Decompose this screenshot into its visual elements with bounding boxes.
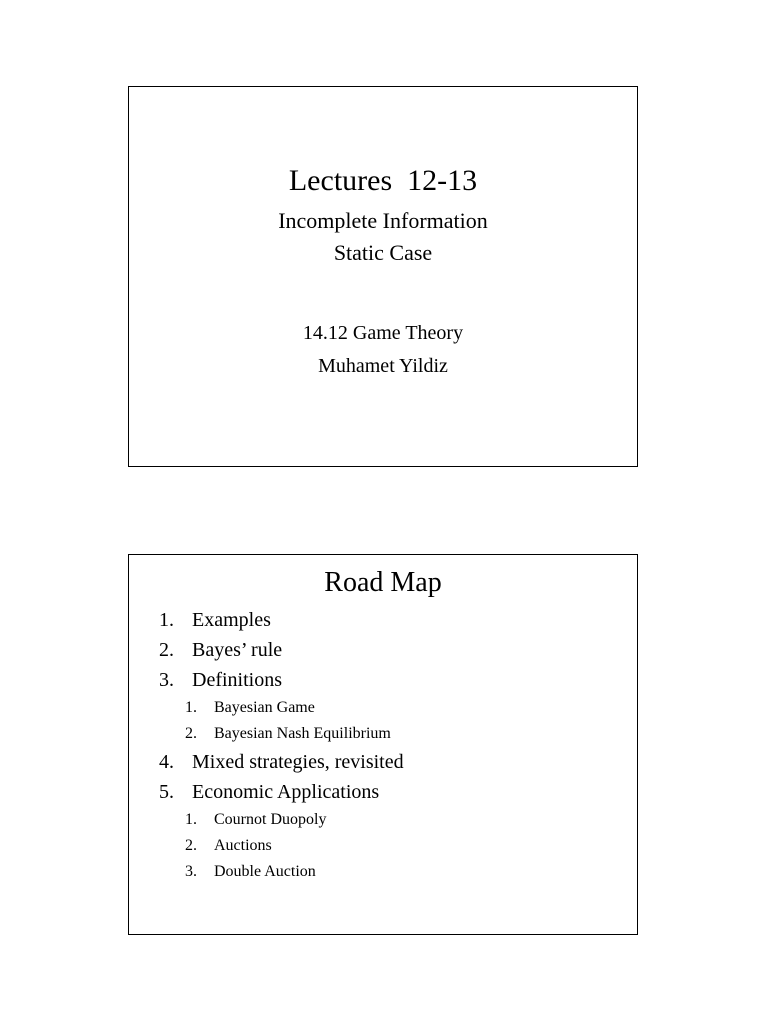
road-map-slide — [128, 554, 638, 935]
sub-list-item — [129, 721, 637, 747]
item-text: Economic Applications — [192, 781, 380, 803]
sub-list-item — [129, 859, 637, 885]
sub-item-text: Cournot Duopoly — [214, 811, 327, 828]
outline-list — [129, 605, 637, 885]
list-item — [129, 605, 637, 635]
slide-subtitle — [129, 205, 637, 269]
item-text: Mixed strategies, revisited — [192, 751, 404, 773]
item-number: 3. — [159, 669, 174, 691]
sub-list-item — [129, 833, 637, 859]
subtitle-line: Static Case — [333, 240, 433, 265]
sub-item-number: 1. — [185, 699, 197, 716]
course-info — [129, 317, 637, 383]
sub-item-number: 3. — [185, 863, 197, 880]
course-name: 14.12 Game Theory — [302, 322, 464, 344]
author-name: Muhamet Yildiz — [318, 355, 448, 377]
slide-title: Lectures 12-13 — [288, 164, 478, 197]
item-text: Bayes’ rule — [192, 639, 283, 661]
sub-list-item — [129, 807, 637, 833]
item-number: 1. — [159, 609, 174, 631]
sub-item-text: Bayesian Game — [214, 699, 315, 716]
sub-item-number: 1. — [185, 811, 197, 828]
item-number: 4. — [159, 751, 174, 773]
list-item — [129, 777, 637, 807]
item-number: 5. — [159, 781, 174, 803]
sub-item-number: 2. — [185, 725, 197, 742]
subtitle-line: Incomplete Information — [278, 208, 488, 233]
list-item — [129, 747, 637, 777]
item-text: Definitions — [192, 669, 282, 691]
list-item — [129, 635, 637, 665]
item-number: 2. — [159, 639, 174, 661]
list-item — [129, 665, 637, 695]
sub-item-number: 2. — [185, 837, 197, 854]
sub-item-text: Bayesian Nash Equilibrium — [214, 725, 391, 742]
sub-item-text: Auctions — [214, 837, 272, 854]
sub-list-item — [129, 695, 637, 721]
sub-item-text: Double Auction — [214, 863, 316, 880]
item-text: Examples — [192, 609, 271, 631]
slide-title: Road Map — [324, 567, 442, 598]
title-slide — [128, 86, 638, 467]
